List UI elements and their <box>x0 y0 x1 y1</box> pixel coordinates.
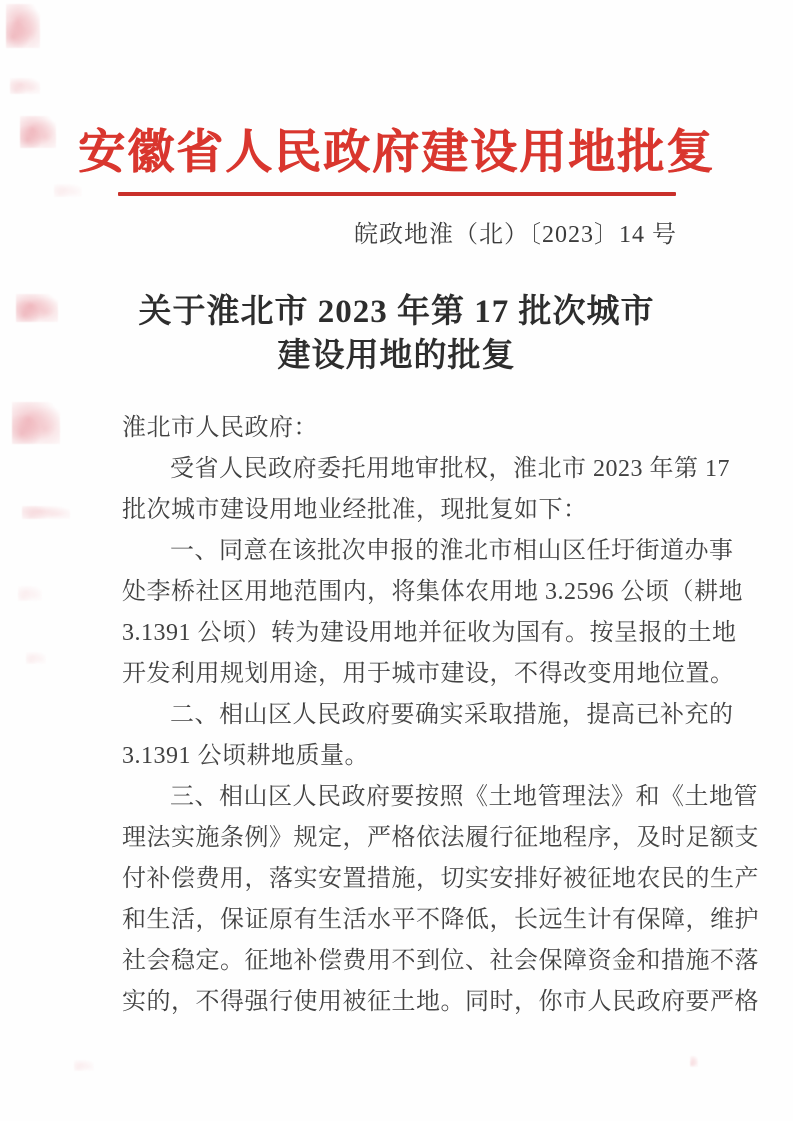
body-line: 受省人民政府委托用地审批权，淮北市 2023 年第 17 <box>170 456 730 482</box>
document-title: 安徽省人民政府建设用地批复 <box>78 127 715 179</box>
ink-smudge <box>690 1056 698 1067</box>
letterhead <box>0 0 793 196</box>
body-line: 开发利用规划用途，用于城市建设，不得改变用地位置。 <box>122 661 735 687</box>
body-line: 和生活，保证原有生活水平不降低，长远生计有保障，维护 <box>122 907 759 933</box>
subject-line-2: 建设用地的批复 <box>277 338 516 374</box>
subject-heading <box>0 290 793 378</box>
body-line: 实的，不得强行使用被征土地。同时，你市人民政府要严格 <box>122 989 759 1015</box>
body-text <box>0 408 793 1023</box>
body-line: 付补偿费用，落实安置措施，切实安排好被征地农民的生产 <box>122 866 759 892</box>
body-line: 社会稳定。征地补偿费用不到位、社会保障资金和措施不落 <box>122 948 759 974</box>
ink-smudge <box>74 1060 94 1071</box>
body-line: 3.1391 公顷）转为建设用地并征收为国有。按呈报的土地 <box>122 620 737 646</box>
subject-line-1: 关于淮北市 2023 年第 17 批次城市 <box>138 294 655 330</box>
body-line: 一、同意在该批次申报的淮北市相山区任圩街道办事 <box>170 538 734 564</box>
body-line: 二、相山区人民政府要确实采取措施，提高已补充的 <box>170 702 734 728</box>
body-line: 淮北市人民政府： <box>122 415 318 441</box>
body-line: 批次城市建设用地业经批准，现批复如下： <box>122 497 588 523</box>
body-line: 3.1391 公顷耕地质量。 <box>122 743 369 769</box>
body-line: 处李桥社区用地范围内，将集体农用地 3.2596 公顷（耕地 <box>122 579 743 605</box>
body-line: 理法实施条例》规定，严格依法履行征地程序，及时足额支 <box>122 825 759 851</box>
document-number: 皖政地淮（北）〔2023〕14 号 <box>354 222 677 248</box>
letterhead-rule <box>118 192 676 196</box>
body-line: 三、相山区人民政府要按照《土地管理法》和《土地管 <box>170 784 758 810</box>
